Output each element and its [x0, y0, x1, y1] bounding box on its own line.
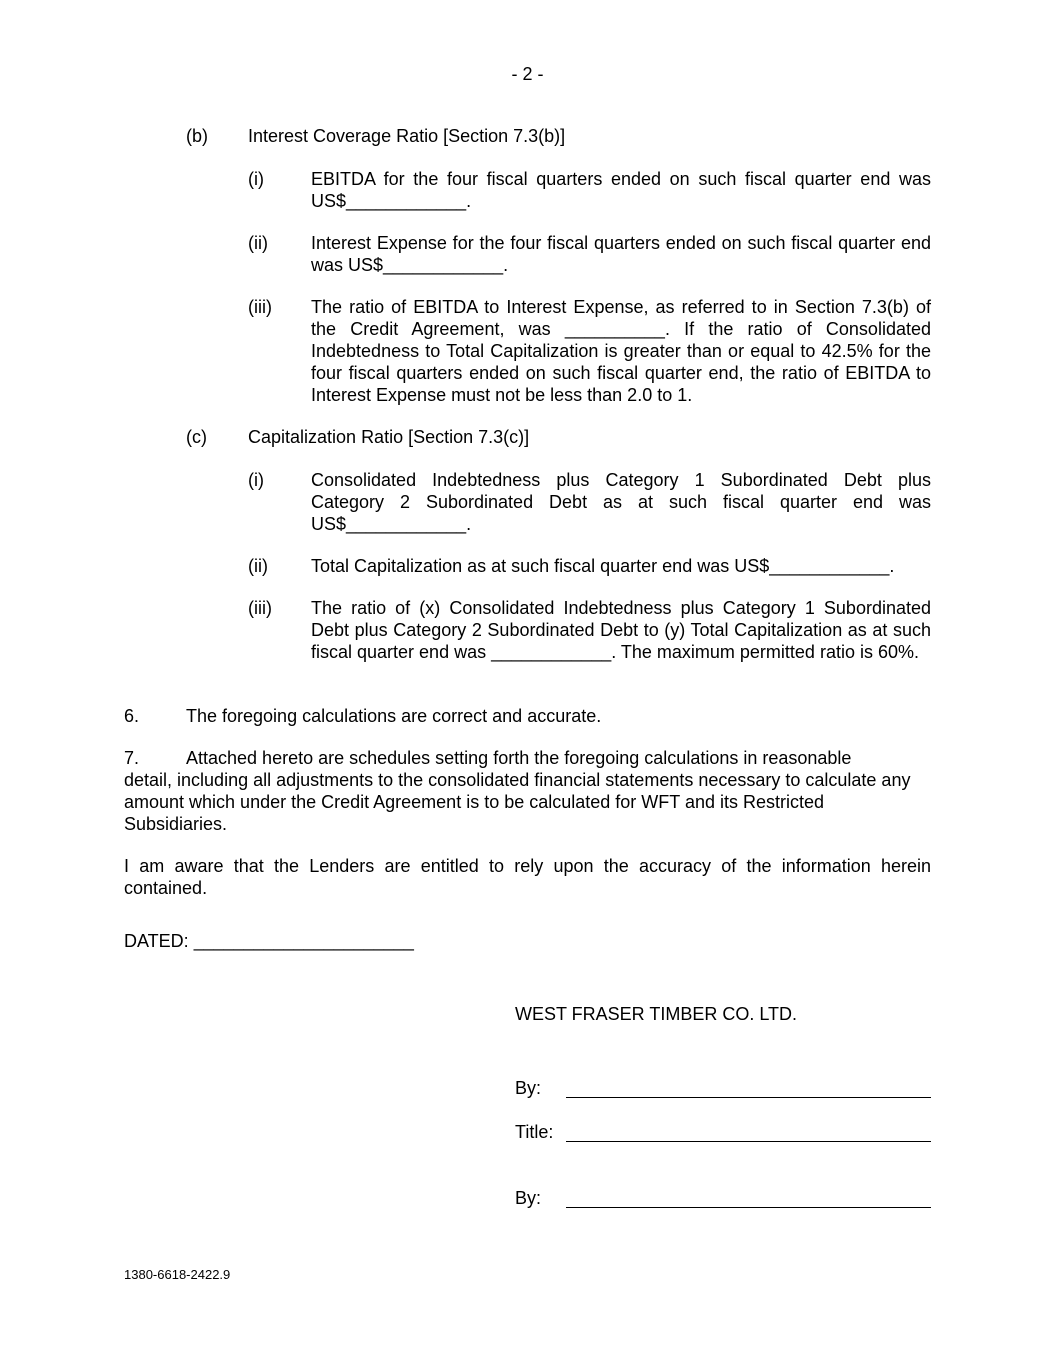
section-c-item-1-num: (i) — [248, 470, 264, 490]
section-b-label: (b) — [186, 126, 208, 146]
title-label: Title: — [515, 1122, 554, 1142]
para-6-num: 6. — [124, 706, 140, 726]
dated-line — [124, 930, 414, 952]
section-c-item-2-num: (ii) — [248, 556, 268, 576]
section-b-title: Interest Coverage Ratio [Section 7.3(b)] — [248, 126, 566, 146]
dated-label: DATED: — [124, 931, 189, 951]
para-7-text-rest: detail, including all adjustments to the consolidated financial statements necessary to calculate any amount which under the Credit Agreement is to be calculated for WFT and its Restricted Subsidiaries. — [124, 770, 911, 834]
by-signature-line-1[interactable] — [566, 1097, 931, 1098]
section-c-label: (c) — [186, 427, 207, 447]
section-b-item-3-text: The ratio of EBITDA to Interest Expense, as referred to in Section 7.3(b) of the Credit Agreement, was __________. If the ratio of Consolidated Indebtedness to Total Capitalization is greater than or equal to 42.5% for the four fiscal quarters ended on such fiscal quarter end, the ratio of EBITDA to Interest Expense must not be less than 2.0 to 1. — [311, 297, 931, 405]
section-b-item-2-text: Interest Expense for the four fiscal quarters ended on such fiscal quarter end was US$____________. — [311, 233, 931, 275]
section-b-item-1-text: EBITDA for the four fiscal quarters ended on such fiscal quarter end was US$____________. — [311, 169, 931, 211]
para-7-text-first: Attached hereto are schedules setting forth the foregoing calculations in reasonable — [186, 748, 852, 768]
reliance-statement: I am aware that the Lenders are entitled to rely upon the accuracy of the information herein contained. — [124, 856, 931, 898]
company-name: WEST FRASER TIMBER CO. LTD. — [515, 1004, 798, 1024]
by-label-2: By: — [515, 1188, 542, 1208]
para-6-text: The foregoing calculations are correct and accurate. — [186, 706, 602, 726]
section-c-item-2-text: Total Capitalization as at such fiscal quarter end was US$____________. — [311, 556, 895, 576]
section-b-item-2-num: (ii) — [248, 233, 268, 253]
by-signature-line-2[interactable] — [566, 1207, 931, 1208]
dated-blank: ______________________ — [193, 931, 414, 951]
document-id: 1380-6618-2422.9 — [124, 1267, 231, 1282]
section-c-item-3-num: (iii) — [248, 598, 272, 618]
section-b-item-3-num: (iii) — [248, 297, 272, 317]
section-c-title: Capitalization Ratio [Section 7.3(c)] — [248, 427, 530, 447]
page-number: - 2 - — [511, 64, 544, 84]
para-7-num: 7. — [124, 748, 140, 768]
by-label-1: By: — [515, 1078, 542, 1098]
section-c-item-1-text: Consolidated Indebtedness plus Category 1 Subordinated Debt plus Category 2 Subordinated Debt as at such fiscal quarter end was US$____________. — [311, 470, 931, 534]
section-c-item-3-text: The ratio of (x) Consolidated Indebtedness plus Category 1 Subordinated Debt plus Category 2 Subordinated Debt to (y) Total Capitalization as at such fiscal quarter end was ____________. The maximum permitted ratio is 60%. — [311, 598, 931, 662]
title-signature-line[interactable] — [566, 1141, 931, 1142]
section-b-item-1-num: (i) — [248, 169, 264, 189]
